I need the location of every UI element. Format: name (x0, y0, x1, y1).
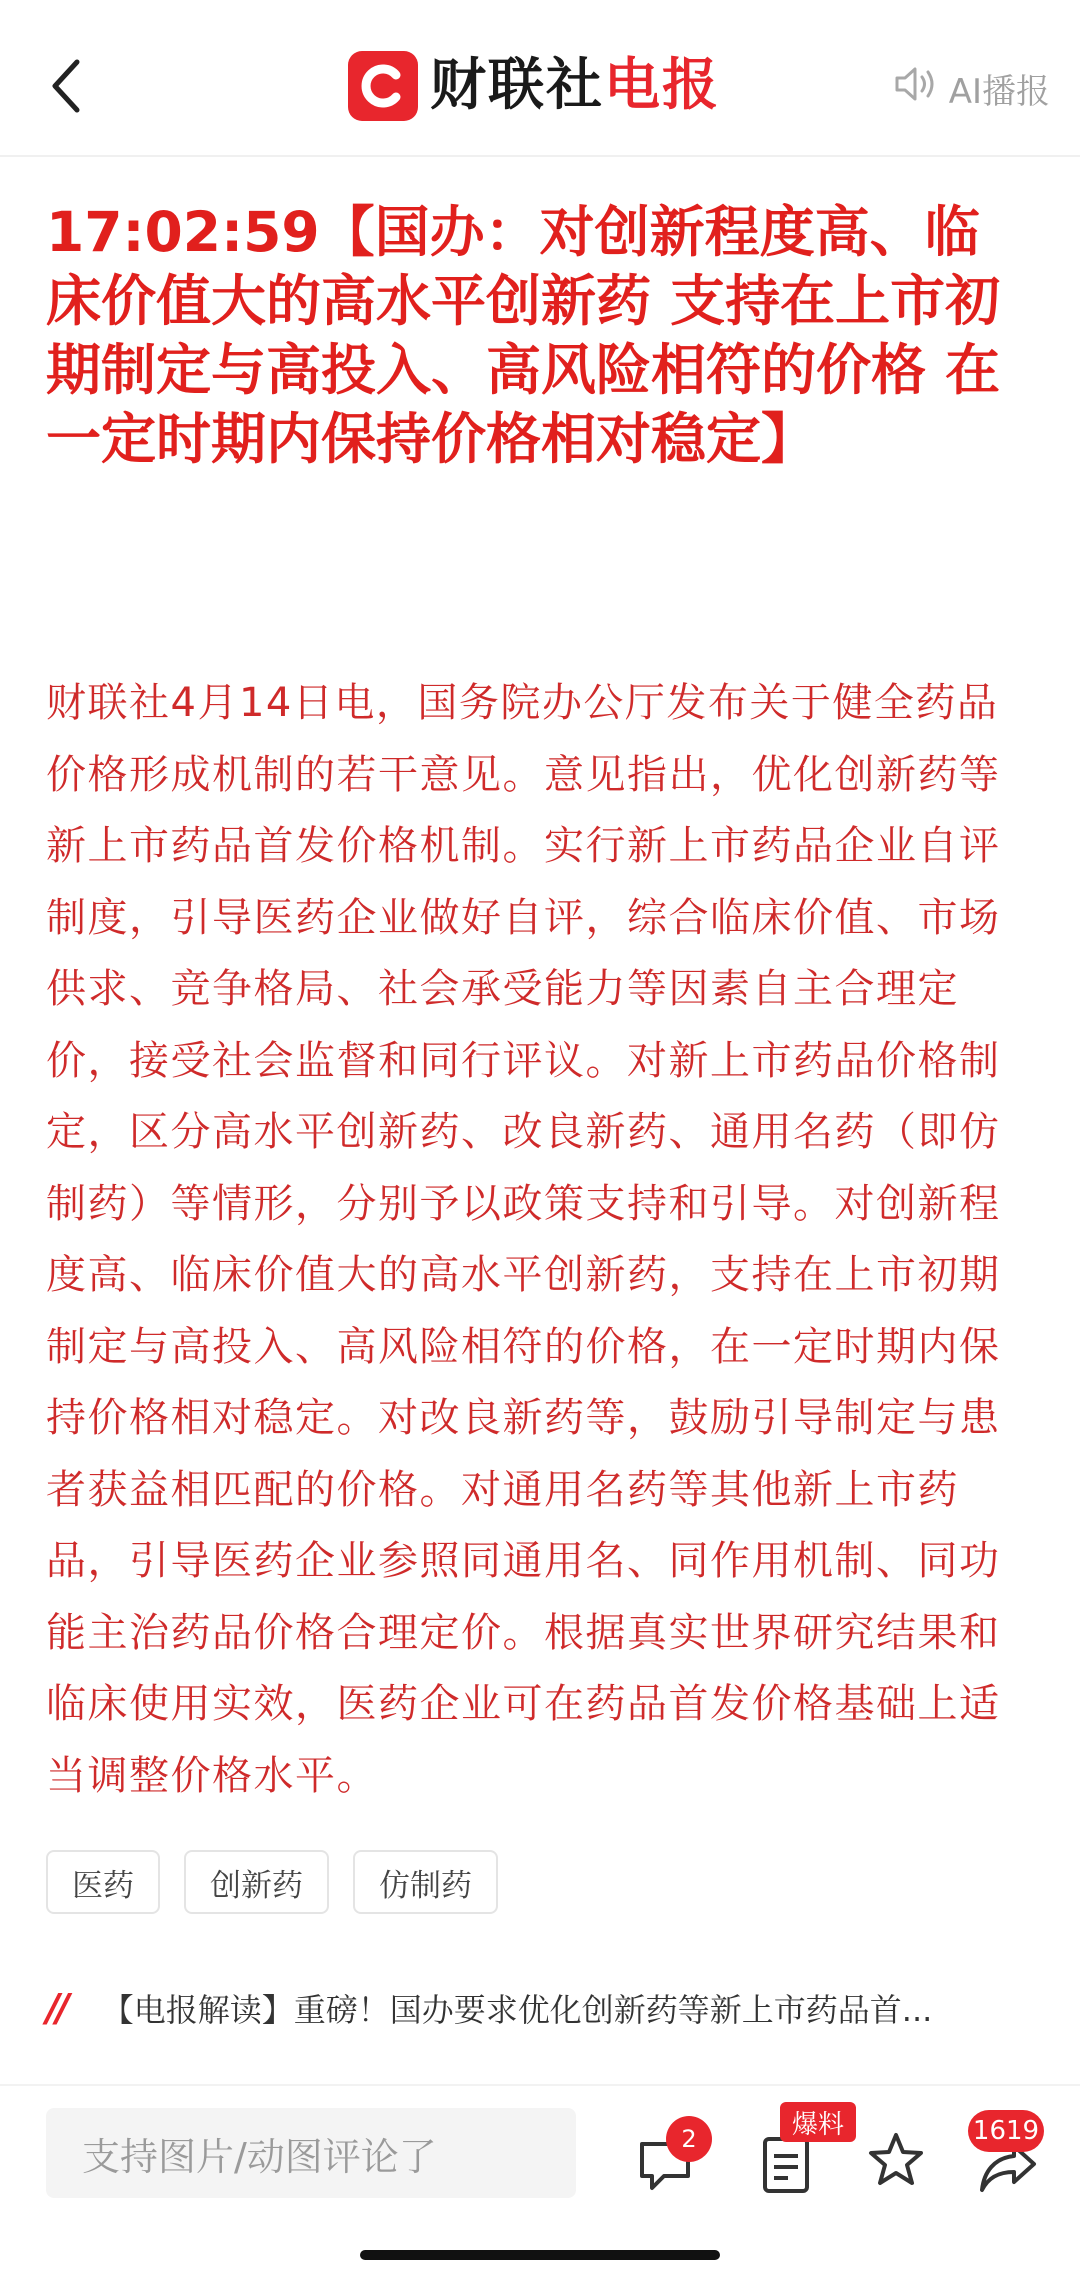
article-title: 17:02:59【国办：对创新程度高、临床价值大的高水平创新药 支持在上市初期制定与高投入、高风险相符的价格 在一定时期内保持价格相对稳定】 (46, 200, 1001, 471)
home-indicator (360, 2250, 720, 2260)
tag-generic-drug[interactable]: 仿制药 (353, 1850, 498, 1914)
ai-broadcast-button[interactable] (893, 58, 1050, 118)
report-button[interactable] (760, 2102, 860, 2198)
favorite-button[interactable] (866, 2130, 930, 2194)
logo-text-telegraph: 电报 (604, 53, 720, 118)
share-button[interactable] (960, 2110, 1070, 2200)
ai-broadcast-label: AI播报 (948, 71, 1050, 112)
chevron-left-icon (49, 58, 83, 118)
tag-medicine[interactable]: 医药 (46, 1850, 160, 1914)
bottom-action-bar (0, 2084, 1080, 2278)
speaker-icon (893, 64, 949, 113)
back-button[interactable] (36, 48, 96, 128)
related-article-link[interactable] (46, 1978, 1036, 2038)
article-body: 财联社4月14日电，国务院办公厅发布关于健全药品价格形成机制的若干意见。意见指出，优化创新药等新上市药品首发价格机制。实行新上市药品企业自评制度，引导医药企业做好自评，综合临床价值、市场供求、竞争格局、社会承受能力等因素自主合理定价，接受社会监督和同行评议。对新上市药品价格制定，区分高水平创新药、改良新药、通用名药（即仿制药）等情形，分别予以政策支持和引导。对创新程度高、临床价值大的高水平创新药，支持在上市初期制定与高投入、高风险相符的价格，在一定时期内保持价格相对稳定。对改良新药等，鼓励引导制定与患者获益相匹配的价格。对通用名药等其他新上市药品，引导医药企业参照同通用名、同作用机制、同功能主治药品价格合理定价。根据真实世界研究结果和临床使用实效，医药企业可在药品首发价格基础上适当调整价格水平。 (46, 680, 1001, 1799)
comment-input[interactable] (46, 2108, 576, 2198)
report-badge: 爆料 (780, 2102, 856, 2142)
cls-logo-icon (348, 51, 418, 121)
related-article-title: 【电报解读】重磅！国办要求优化创新药等新上市药品首... (101, 1991, 933, 2029)
logo-text-brand: 财联社 (430, 53, 604, 118)
star-icon (866, 2175, 926, 2194)
tag-innovative-drug[interactable]: 创新药 (184, 1850, 329, 1914)
tag-list (46, 1850, 498, 1914)
comment-count-badge: 2 (666, 2116, 712, 2162)
cls-telegraph-logo (348, 48, 720, 124)
top-nav-bar (0, 0, 1080, 157)
share-count-badge: 1619 (968, 2110, 1044, 2152)
comment-placeholder: 支持图片/动图评论了 (82, 2134, 437, 2179)
comment-button[interactable] (634, 2116, 704, 2196)
related-mark-icon: // (46, 1986, 66, 2030)
